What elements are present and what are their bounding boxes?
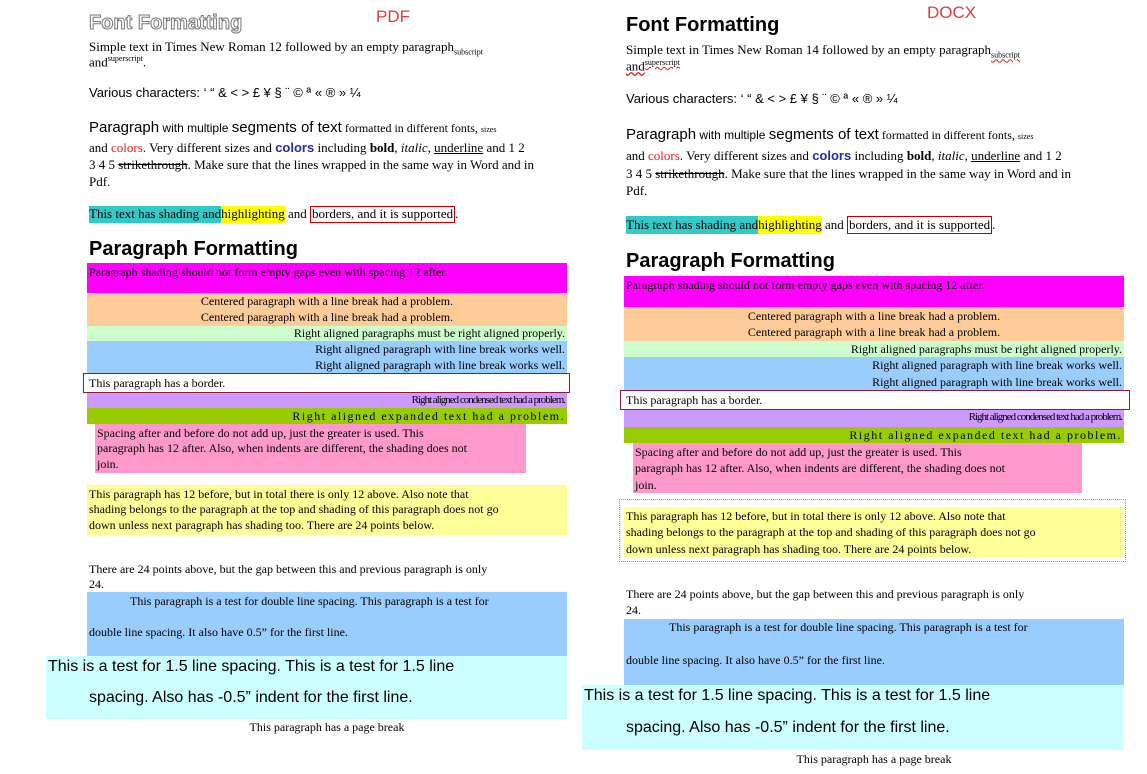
docx-simple-text	[626, 43, 1020, 60]
docx-pink-line2: paragraph has 12 after. Also, when indents are different, the shading does not	[635, 461, 1006, 475]
pdf-period: .	[142, 54, 147, 70]
pdf-para-w15: underline	[434, 140, 484, 155]
docx-magenta-text: Paragraph shading should not form empty gaps even with spacing 12 after.	[626, 278, 985, 292]
docx-para-w19: . Make sure that the lines wrapped in the same way in Word and in	[724, 166, 1071, 181]
docx-label: DOCX	[927, 3, 977, 22]
docx-para-line3	[626, 167, 1071, 180]
docx-yellow-line2: shading belongs to the paragraph at the top and shading of this paragraph does not go	[626, 525, 1036, 539]
docx-border-text: borders, and it is supported	[849, 217, 991, 232]
docx-para-line1	[626, 127, 1033, 142]
docx-para-w13: italic	[937, 148, 965, 163]
docx-centered-line2: Centered paragraph with a line break had a problem.	[747, 325, 1001, 339]
pdf-para-w7: colors	[111, 140, 143, 155]
pdf-magenta-text: Paragraph shading should not form empty gaps even with spacing 12 after.	[89, 265, 448, 279]
pdf-centered-line2: Centered paragraph with a line break had a problem.	[200, 310, 454, 324]
docx-15-line2: spacing. Also has -0.5” indent for the first line.	[626, 719, 950, 736]
docx-double-line1: This paragraph is a test for double line spacing. This paragraph is a test for	[669, 620, 1028, 634]
pdf-yellow-line1: This paragraph has 12 before, but in total there is only 12 above. Also note that	[89, 487, 469, 501]
pdf-label: PDF	[376, 7, 410, 26]
docx-para-w7: colors	[648, 148, 680, 163]
docx-pink-line3: join.	[635, 478, 657, 492]
pdf-para-w9: colors	[275, 140, 315, 155]
docx-para-line4: Pdf.	[626, 183, 648, 198]
docx-and: and	[626, 58, 645, 74]
pdf-para-w5: sizes	[480, 125, 497, 134]
docx-para-w17: 3 4 5	[626, 166, 656, 181]
docx-superscript: superscript	[644, 58, 680, 67]
docx-expanded-text: Right aligned expanded text had a problem.	[849, 428, 1122, 442]
pdf-para-w10: including	[314, 140, 370, 155]
docx-chars: Various characters: ‘ “ & < > £ ¥ § ¨ © ª « ® » ¼	[626, 91, 898, 106]
pdf-simple-line2	[89, 55, 146, 68]
pdf-para-w12: ,	[394, 140, 401, 155]
pdf-para-w16: and 1 2	[483, 140, 525, 155]
docx-24-line1: There are 24 points above, but the gap between this and previous paragraph is only	[626, 587, 1025, 601]
docx-para-w6: and	[626, 148, 649, 163]
pdf-superscript: superscript	[107, 54, 143, 63]
pdf-yellow-line3: down unless next paragraph has shading too. There are 24 points below.	[89, 518, 435, 532]
docx-shading-period: .	[992, 217, 996, 232]
docx-para-w14: ,	[964, 148, 972, 163]
pdf-pink-line1: Spacing after and before do not add up, just the greater is used. This	[97, 426, 424, 440]
pdf-simple-text	[89, 40, 483, 57]
docx-shading-text: This text has shading and	[626, 217, 759, 232]
pdf-para-w14: ,	[427, 140, 435, 155]
pdf-highlight-text: highlighting	[221, 206, 285, 221]
docx-para-w1: Paragraph	[626, 126, 697, 143]
pdf-para-w6: and	[89, 140, 112, 155]
docx-15-line1: This is a test for 1.5 line spacing. This is a test for 1.5 line	[584, 687, 991, 704]
pdf-para-line3	[89, 158, 534, 171]
docx-simple-line2	[626, 59, 680, 72]
pdf-expanded-text: Right aligned expanded text had a problem.	[292, 409, 565, 423]
pdf-condensed-text: Right aligned condensed text had a problem.	[411, 394, 565, 406]
pdf-para-w13: italic	[400, 140, 428, 155]
pdf-para-w1: Paragraph	[89, 119, 160, 136]
docx-border-text-para: This paragraph has a border.	[626, 393, 763, 407]
pdf-heading-paragraph-formatting: Paragraph Formatting	[89, 238, 298, 260]
pdf-para-w8: . Very different sizes and	[142, 140, 276, 155]
pdf-and-text: and	[284, 206, 310, 221]
docx-para-w10: including	[851, 148, 907, 163]
pdf-centered-line1: Centered paragraph with a line break had a problem.	[200, 294, 454, 308]
pdf-pink-line3: join.	[97, 457, 119, 471]
pdf-para-w19: . Make sure that the lines wrapped in the same way in Word and in	[187, 157, 534, 172]
pdf-shading-line	[89, 206, 458, 223]
pdf-para-line4: Pdf.	[89, 174, 111, 189]
docx-yellow-line3: down unless next paragraph has shading too. There are 24 points below.	[626, 542, 972, 556]
docx-right-blue-line2: Right aligned paragraph with line break works well.	[872, 375, 1122, 389]
docx-right-mint-text: Right aligned paragraphs must be right aligned properly.	[850, 342, 1122, 356]
pdf-para-w17: 3 4 5	[89, 157, 119, 172]
docx-para-w16: and 1 2	[1020, 148, 1062, 163]
pdf-shading-period: .	[455, 206, 459, 221]
docx-centered-line1: Centered paragraph with a line break had a problem.	[747, 309, 1001, 323]
pdf-subscript: subscript	[454, 47, 483, 57]
docx-pagebreak-text: This paragraph has a page break	[796, 752, 952, 766]
docx-right-blue-line1: Right aligned paragraph with line break works well.	[872, 358, 1122, 372]
pdf-double-line1: This paragraph is a test for double line spacing. This paragraph is a test for	[130, 594, 489, 608]
pdf-24-line1: There are 24 points above, but the gap between this and previous paragraph is only	[89, 562, 488, 576]
docx-yellow-line1: This paragraph has 12 before, but in total there is only 12 above. Also note that	[626, 509, 1006, 523]
pdf-para-w18: strikethrough	[118, 157, 188, 172]
pdf-24-line2: 24.	[89, 577, 104, 591]
docx-double-line2: double line spacing. It also have 0.5” for the first line.	[626, 653, 885, 667]
docx-para-w12: ,	[931, 148, 938, 163]
pdf-para-w4: formatted in different fonts,	[341, 121, 481, 135]
docx-para-w8: . Very different sizes and	[679, 148, 813, 163]
pdf-para-line1	[89, 120, 496, 135]
docx-24-line2: 24.	[626, 603, 641, 617]
pdf-border-text-para: This paragraph has a border.	[89, 376, 226, 390]
docx-para-w11: bold	[906, 148, 932, 163]
docx-pink-line1: Spacing after and before do not add up, just the greater is used. This	[635, 445, 962, 459]
docx-condensed-text: Right aligned condensed text had a problem.	[968, 411, 1122, 423]
pdf-15-line1: This is a test for 1.5 line spacing. This is a test for 1.5 line	[48, 658, 455, 675]
pdf-para-w3: segments of text	[231, 119, 342, 136]
pdf-para-w11: bold	[369, 140, 395, 155]
docx-para-w15: underline	[971, 148, 1021, 163]
pdf-para-line2	[89, 141, 525, 154]
pdf-border-text: borders, and it is supported	[312, 206, 454, 221]
docx-subscript: subscript	[991, 50, 1020, 60]
pdf-pagebreak-text: This paragraph has a page break	[249, 720, 405, 734]
pdf-shading-text: This text has shading and	[89, 206, 222, 221]
pdf-simple-main: Simple text in Times New Roman 12 followed by an empty paragraph	[89, 39, 455, 54]
pdf-yellow-line2: shading belongs to the paragraph at the top and shading of this paragraph does not go	[89, 502, 499, 516]
docx-para-w9: colors	[812, 148, 852, 163]
docx-and-text: and	[821, 217, 847, 232]
docx-highlight-text: highlighting	[758, 217, 822, 232]
docx-title: Font Formatting	[626, 14, 780, 36]
pdf-right-mint-text: Right aligned paragraphs must be right aligned properly.	[293, 326, 565, 340]
docx-shading-line	[626, 216, 995, 234]
docx-para-w18: strikethrough	[655, 166, 725, 181]
pdf-right-blue-line1: Right aligned paragraph with line break works well.	[315, 342, 565, 356]
docx-para-w2: with multiple	[696, 128, 769, 142]
docx-para-w3: segments of text	[768, 126, 879, 143]
pdf-title: Font Formatting	[89, 12, 243, 34]
docx-para-w4: formatted in different fonts,	[878, 128, 1018, 142]
docx-heading-paragraph-formatting: Paragraph Formatting	[626, 250, 835, 272]
pdf-pink-line2: paragraph has 12 after. Also, when indents are different, the shading does not	[97, 441, 468, 455]
pdf-chars: Various characters: ‘ “ & < > £ ¥ § ¨ © ª « ® » ¼	[89, 85, 361, 100]
docx-para-w5: sizes	[1017, 132, 1034, 141]
pdf-and: and	[89, 54, 108, 70]
pdf-double-line2: double line spacing. It also have 0.5” for the first line.	[89, 625, 348, 639]
pdf-right-blue-line2: Right aligned paragraph with line break works well.	[315, 358, 565, 372]
docx-para-line2	[626, 149, 1062, 162]
docx-simple-main: Simple text in Times New Roman 14 followed by an empty paragraph	[626, 42, 992, 57]
pdf-para-w2: with multiple	[159, 121, 232, 135]
pdf-15-line2: spacing. Also has -0.5” indent for the first line.	[89, 689, 413, 706]
